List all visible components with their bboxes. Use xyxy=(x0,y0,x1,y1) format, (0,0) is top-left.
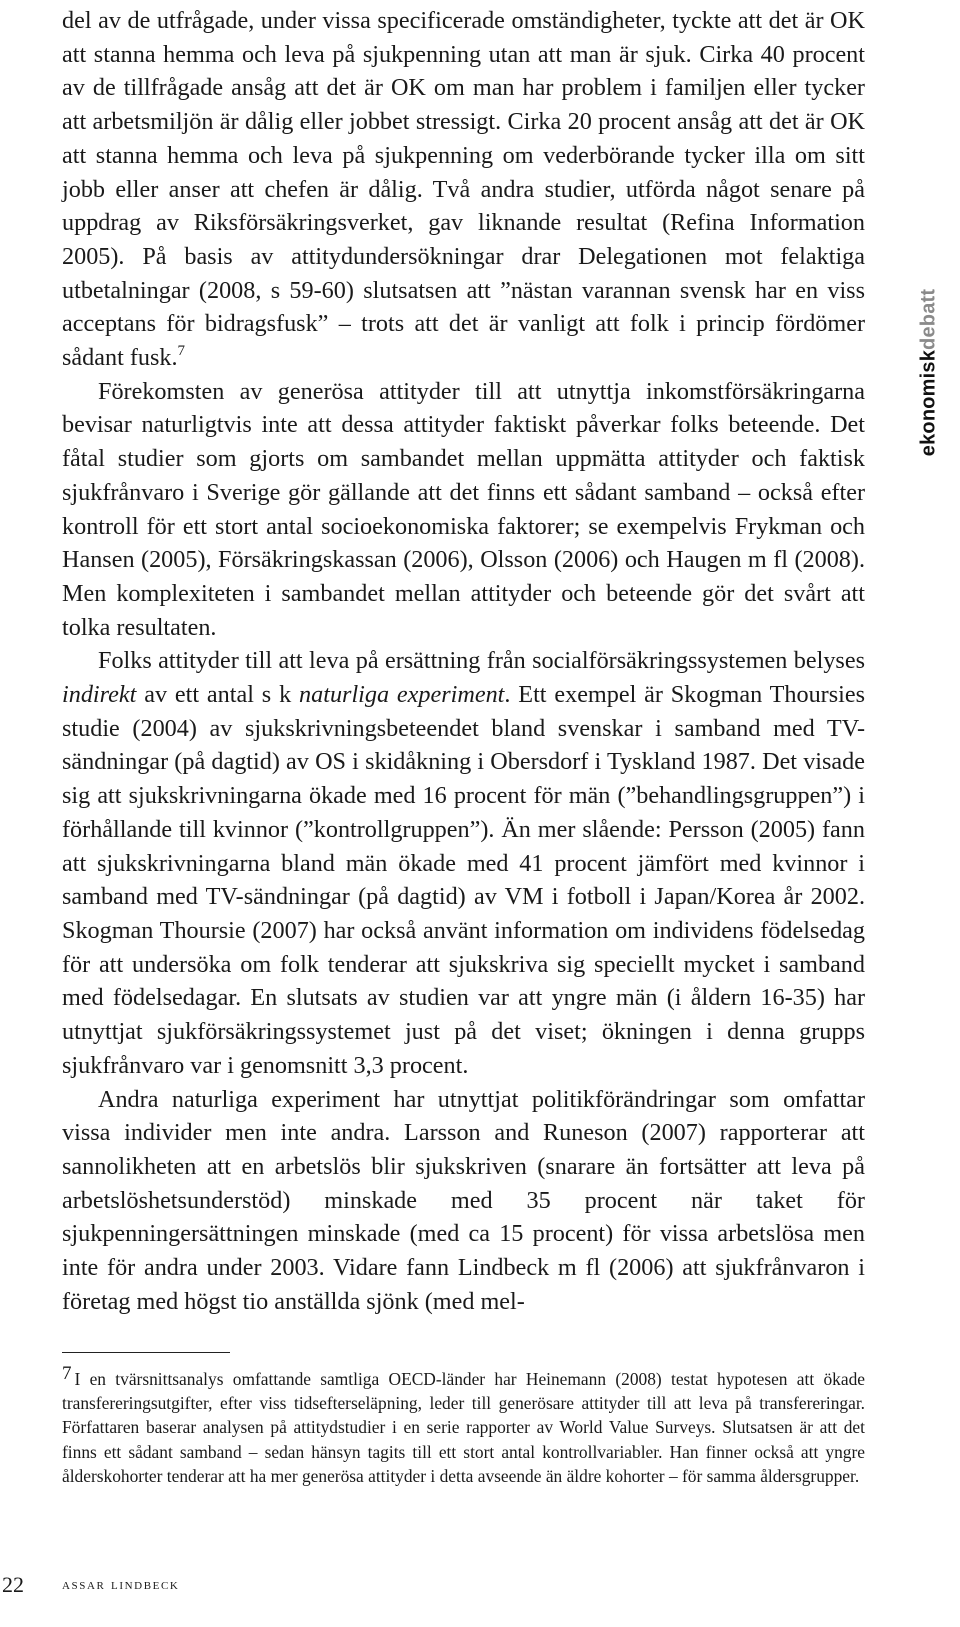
paragraph-3-text-b: av ett antal s k xyxy=(136,681,300,709)
journal-side-label xyxy=(918,272,940,472)
paragraph-1-text: del av de utfrågade, under vissa specificerade omständigheter, tyckte att det är OK att stanna hemma och leva på sjukpenning utan att man är sjuk. Cirka 40 procent av de tillfrågade ansåg att det är OK om man har problem i familjen eller tycker att arbetsmiljön är dålig eller jobbet stressigt. Cirka 20 procent ansåg att det är OK att stanna hemma och leva på sjukpenning om vederbörande tycker illa om sitt jobb eller anser att chefen är dålig. Två andra studier, utförda något senare på uppdrag av Riksförsäkringsverket, gav liknande resultat (Refina Information 2005). På basis av attitydundersökningar drar Delegationen mot felaktiga utbetalningar (2008, s 59-60) slutsatsen att ”nästan varannan svensk har en viss acceptans för bidragsfusk” – trots att det är vanligt att folk i princip fördömer sådant fusk. xyxy=(62,7,865,372)
footnote-divider xyxy=(62,1352,230,1353)
journal-name-part2: debatt xyxy=(917,288,940,350)
paragraph-4: Andra naturliga experiment har utnyttjat politikförändringar som omfattar vissa individer men inte andra. Larsson and Runeson (2007) rapporterar att sannolikheten att en arbetslös blir sjukskriven (snarare än fortsätter att leva på arbetslöshetsunderstöd) minskade med 35 procent när taket för sjukpenningersättningen minskade (med ca 15 procent) för vissa arbetslösa men inte för andra under 2003. Vidare fann Lindbeck m fl (2006) att sjukfrånvaron i företag med högst tio anställda sjönk (med mel- xyxy=(62,1085,865,1315)
paragraph-1 xyxy=(62,4,865,375)
paragraph-3-text-c: . Ett exempel är Skogman Thoursies studie (2004) av sjukskrivningsbeteendet bland svenskar i samband med TV-sändningar (på dagtid) av OS i skidåkning i Obersdorf i Tyskland 1987. Det visade sig att sjukskrivningarna ökade med 16 procent för män (”behandlingsgruppen”) i förhållande till kvinnor (”kontrollgruppen”). Än mer slående: Persson (2005) fann att sjukskrivningarna bland män ökade med 41 procent jämfört med kvinnor i samband med TV-sändningar (på dagtid) av VM i fotboll i Japan/Korea år 2002. Skogman Thoursie (2007) har också använt information om individens födelsedag för att undersöka om folk tenderar att sjukskriva sig speciellt mycket i samband med födelsedagar. En slutsats av studien var att yngre män (i åldern 16-35) har utnyttjat sjukförsäkringssystemet just på det viset; ökningen i denna grupps sjukfrånvaro var i genomsnitt 3,3 procent. xyxy=(62,681,865,1079)
journal-name-part1: ekonomisk xyxy=(917,349,940,456)
footnote-text: I en tvärsnittsanalys omfattande samtliga OECD-länder har Heinemann (2008) testat hypotesen att ökade transfereringsutgifter, efter viss tidsefterseläpning, leder till generösare attityder till att leva på transfereringar. Författaren baserar analysen på attitydstudier i en serie rapporter av World Value Surveys. Slutsatsen är att det finns ett sådant samband – sedan hänsyn tagits till ett stort antal kontrollvariabler. Han finner också att yngre ålderskohorter tenderar att ha mer generösa attityder i detta avseende än äldre kohorter – för samma åldersgrupper. xyxy=(62,1369,865,1486)
paragraph-3-text-a: Folks attityder till att leva på ersättning från socialförsäkringssystemen belyses xyxy=(98,647,865,675)
running-author: assar lindbeck xyxy=(62,1576,180,1593)
emphasis-naturliga-experiment: naturliga experiment xyxy=(299,681,505,709)
paragraph-2: Förekomsten av generösa attityder till att utnyttja inkomstförsäkringarna bevisar naturligtvis inte att dessa attityder faktiskt påverkar folks beteende. Det fåtal studier som gjorts om sambandet mellan uppmätta attityder och faktisk sjukfrånvaro i Sverige gör gällande att det finns ett sådant samband – också efter kontroll för ett stort antal socioekonomiska faktorer; se exempelvis Frykman och Hansen (2005), Försäkringskassan (2006), Olsson (2006) och Haugen m fl (2008). Men komplexiteten i sambandet mellan attityder och beteende gör det svårt att tolka resultaten. xyxy=(62,377,865,641)
footnote-number: 7 xyxy=(62,1363,72,1384)
footnote-reference: 7 xyxy=(177,343,186,360)
page-number: 22 xyxy=(2,1572,24,1597)
paragraph-3 xyxy=(62,644,865,1082)
emphasis-indirekt: indirekt xyxy=(62,681,137,709)
footnote xyxy=(62,1362,865,1488)
page-footer xyxy=(0,1572,300,1602)
journal-name xyxy=(918,288,941,456)
body-text xyxy=(62,4,865,1318)
